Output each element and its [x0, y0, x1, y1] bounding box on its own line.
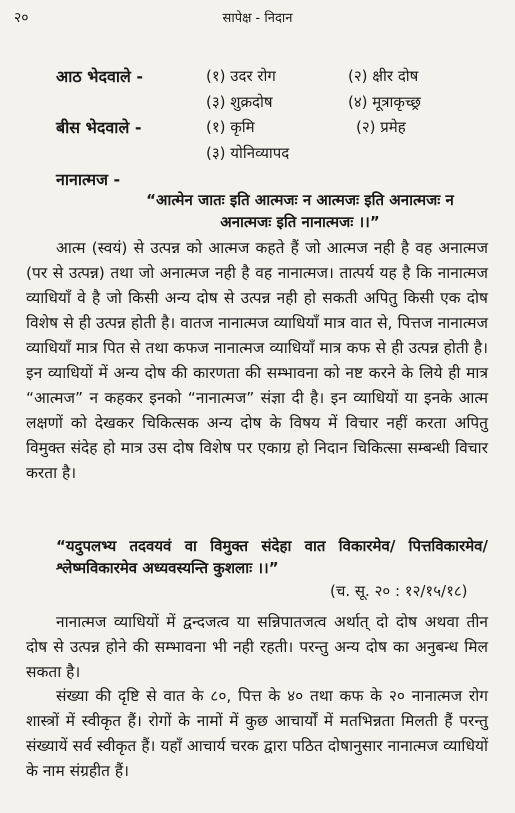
list-item: (२) प्रमेह: [356, 118, 406, 136]
list-item: (१) कृमि: [206, 118, 255, 136]
list-item: (४) मूत्राकृच्छ्र: [348, 93, 421, 111]
list-item: (३) योनिव्यापद: [206, 144, 290, 162]
list-item: (३) शुक्रदोष: [206, 93, 273, 111]
section-heading-nanatmaja: नानात्मज -: [56, 170, 121, 189]
list-item: (१) उदर रोग: [206, 67, 276, 85]
page-header: [0, 8, 515, 30]
list-item: (२) क्षीर दोष: [348, 67, 419, 85]
aath-bhed-label: आठ भेदवाले -: [56, 67, 144, 86]
page-number: २०: [14, 10, 29, 26]
paragraph: आत्म (स्वयं) से उत्पन्न को आत्मज कहते हैं जो आत्मज नही है वह अनात्मज (पर से उत्पन्न) तथा जो अनात्मज नही है वह नानात्मज। तात्पर्य यह है कि नानात्मज व्याधियाँ वे है जो किसी अन्य दोष से उत्पन्न नही हो सकती अपितु किसी एक दोष विशेष से ही उत्पन्न होती है। वातज नानात्मज व्याधियाँ मात्र वात से, पित्तज नानात्मज व्याधियाँ मात्र पित से तथा कफज नानात्मज व्याधियाँ मात्र कफ से ही उत्पन्न होती है। इन व्याधियों में अन्य दोष की कारणता की सम्भावना को नष्ट करने के लिये ही मात्र “आत्मज” न कहकर इनको “नानात्मज” संज्ञा दी है। इन व्याधियों या इनके आत्म लक्षणों को देखकर चिकित्सक अन्य दोष के विषय में विचार नहीं करता अपितु विमुक्त संदेह हो मात्र उस दोष विशेष पर एकाग्र हो निदान चिकित्सा सम्बन्धी विचार करता है।: [26, 239, 488, 482]
running-title: सापेक्ष - निदान: [222, 11, 293, 26]
verse-quote: “आत्मेन जातः इति आत्मजः न आत्मजः इति अनात्मजः न अनात्मजः इति नानात्मजः ।।”: [146, 191, 454, 231]
bees-bhed-label: बीस भेदवाले -: [56, 118, 142, 137]
citation: (च. सू. २० : १२/१५/१८): [330, 582, 468, 600]
paragraph: नानात्मज व्याधियों में द्वन्दजत्व या सन्निपातजत्व अर्थात् दो दोष अथवा तीन दोष से उत्पन्न होने की सम्भावना भी नही रहती। परन्तु अन्य दोष का अनुबन्ध मिल सकता है।: [26, 613, 488, 681]
paragraph: संख्या की दृष्टि से वात के ८०, पित्त के ४० तथा कफ के २० नानात्मज रोग शास्त्रों में स्वीकृत हैं। रोगों के नामों में कुछ आचार्यों में मतभिन्नता मिलती हैं परन्तु संख्यायें सर्व स्वीकृत हैं। यहाँ आचार्य चरक द्वारा पठित दोषानुसार नानात्मज व्याधियों के नाम संग्रहीत हैं।: [26, 687, 488, 780]
verse-quote: “यदुपलभ्य तदवयवं वा विमुक्त संदेहा वात विकारमेव/ पित्तविकारमेव/श्लेष्मविकारमेव अध्यवस्यन्ति कुशलाः ।।”: [56, 537, 488, 577]
